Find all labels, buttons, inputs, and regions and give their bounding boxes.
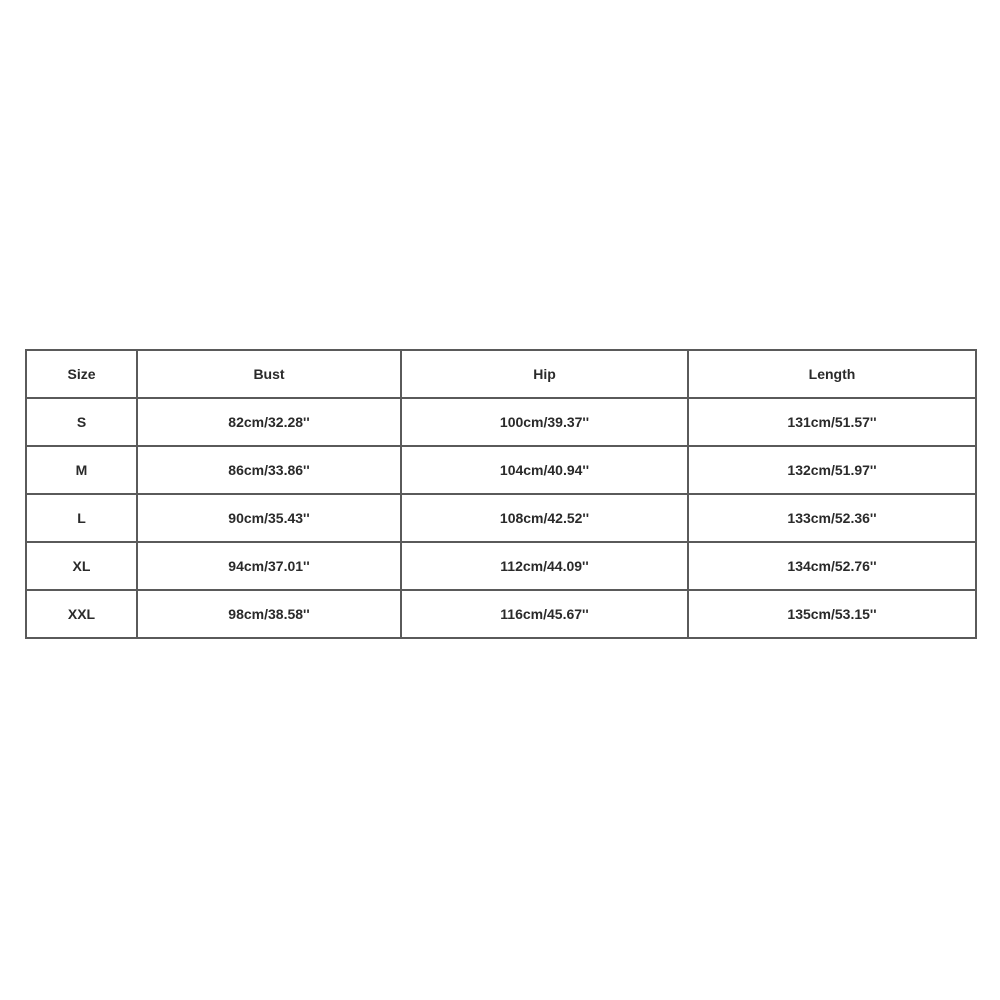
hip-cell: 100cm/39.37'' (401, 398, 688, 446)
length-cell: 131cm/51.57'' (688, 398, 976, 446)
header-row (26, 350, 976, 398)
hip-cell: 104cm/40.94'' (401, 446, 688, 494)
bust-cell: 82cm/32.28'' (137, 398, 401, 446)
length-cell: 132cm/51.97'' (688, 446, 976, 494)
bust-cell: 94cm/37.01'' (137, 542, 401, 590)
length-cell: 133cm/52.36'' (688, 494, 976, 542)
size-cell: M (26, 446, 137, 494)
size-chart-table (25, 349, 977, 639)
bust-cell: 98cm/38.58'' (137, 590, 401, 638)
hip-cell: 116cm/45.67'' (401, 590, 688, 638)
header-bust: Bust (137, 350, 401, 398)
table-row (26, 590, 976, 638)
table-row (26, 398, 976, 446)
size-cell: S (26, 398, 137, 446)
length-cell: 134cm/52.76'' (688, 542, 976, 590)
table-body (26, 398, 976, 638)
length-cell: 135cm/53.15'' (688, 590, 976, 638)
size-cell: L (26, 494, 137, 542)
table-row (26, 446, 976, 494)
header-hip: Hip (401, 350, 688, 398)
size-cell: XXL (26, 590, 137, 638)
size-cell: XL (26, 542, 137, 590)
bust-cell: 86cm/33.86'' (137, 446, 401, 494)
table-row (26, 542, 976, 590)
table-header (26, 350, 976, 398)
header-length: Length (688, 350, 976, 398)
table-row (26, 494, 976, 542)
hip-cell: 112cm/44.09'' (401, 542, 688, 590)
bust-cell: 90cm/35.43'' (137, 494, 401, 542)
header-size: Size (26, 350, 137, 398)
hip-cell: 108cm/42.52'' (401, 494, 688, 542)
